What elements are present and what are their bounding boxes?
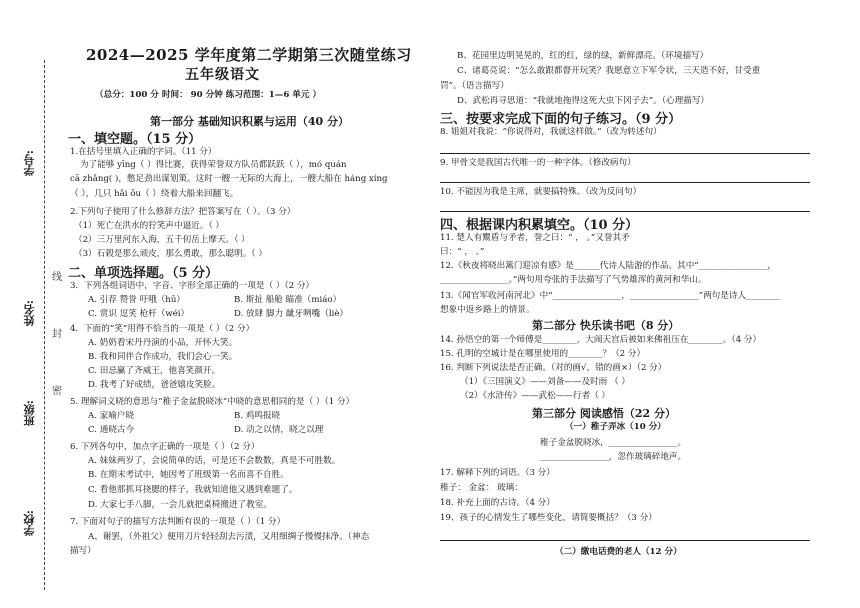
- q16-item-1[interactable]: （1）《三国演义》——刘备——及时雨 （ ）: [460, 377, 630, 387]
- section2-heading: 二、单项选择题。（5 分）: [68, 266, 219, 281]
- q7-option-a-line2: 描写）: [70, 546, 96, 556]
- exam-subtitle: 五年级语文: [185, 67, 260, 83]
- q12-line1[interactable]: 12.《秋夜将晓出篱门迎凉有感》是______代诗人陆游的作品。其中“________________，: [440, 261, 777, 271]
- binding-mark-feng: 封: [52, 329, 62, 340]
- q2-item-b[interactable]: （2）三万里河东入海，五千仞岳上摩天。（ ）: [74, 235, 250, 245]
- q19-answer-line[interactable]: [440, 540, 810, 541]
- q9-prompt: 9. 甲骨文是我国古代唯一的一种字体。（修改病句）: [440, 158, 636, 168]
- exam-meta: （总分：100 分 时间： 90 分钟 练习范围：1—6 单元 ）: [95, 90, 322, 100]
- passage1-title: （一）稚子弄冰（10 分）: [565, 422, 666, 432]
- q7-option-c-line2: 罚”。（语言描写）: [440, 81, 509, 91]
- q15-prompt[interactable]: 15. 孔明的空城计是在哪里使用的________？（2 分）: [440, 349, 646, 359]
- q13-line2: 想象中返乡路上的情景。: [440, 305, 535, 315]
- q17-prompt: 17. 解释下列的词语。（3 分）: [440, 468, 555, 478]
- section4-heading: 四、根据课内积累填空。（10 分）: [440, 218, 639, 233]
- q7-option-a-line1[interactable]: A、谢罢，（外祖父）便用刀片轻轻刮去污渍，又用细绸子慢慢抹净。（神态: [88, 532, 370, 542]
- q6-prompt: 6. 下列各句中，加点字正确的一项是（ ）（2 分）: [70, 442, 260, 452]
- q5-option-a[interactable]: A. 家喻户晓: [88, 411, 135, 421]
- q1-line3[interactable]: （ ），几只 hǎi ōu（ ）绕着大船来回翻飞。: [70, 189, 239, 199]
- binding-label-student-id: 学号:: [23, 150, 36, 177]
- q8-answer-line[interactable]: [440, 153, 810, 154]
- q7-option-c-line1[interactable]: C、诸葛亮说：“怎么敢跟都督开玩笑？我愿意立下军令状，三天造不好，甘受重: [457, 66, 761, 76]
- q5-prompt: 5. 理解词义晓的意思与“稚子金盆脱晓冰”中晓的意思相同的是（ ）（1 分）: [70, 397, 355, 407]
- q13-line1[interactable]: 13.《闻官军收河南河北》中“________________，________________”两句是诗人________: [440, 291, 781, 301]
- q1-line1[interactable]: 为了能够 yīng（ ）得比赛，获得荣誉双方队员都跃跃（ ），mó quán: [80, 160, 347, 170]
- q2-item-a[interactable]: （1）死亡在洪水的狞笑声中逼近。（ ）: [74, 221, 224, 231]
- q3-prompt: 3．下列各组词语中，字音、字形全部正确的一项是（ ）（2 分）: [70, 281, 315, 291]
- q6-option-b[interactable]: B. 在期末考试中，她因考了班级第一名而喜不自胜。: [88, 470, 289, 480]
- binding-label-school: 学校:: [23, 510, 36, 537]
- part3-title: 第三部分 阅读感悟（22 分）: [532, 407, 676, 420]
- q3-option-a[interactable]: A. 引荐 赞誉 吁哦（hū）: [88, 295, 185, 305]
- q19-prompt: 19、孩子的心情发生了哪些变化，请简要概括？（3 分）: [440, 513, 657, 523]
- binding-label-class: 班级:: [23, 400, 36, 427]
- q16-prompt: 16. 判断下列说法是否正确。（对的画√，错的画×）（2 分）: [440, 363, 667, 373]
- section3-heading: 三、按要求完成下面的句子练习。（9 分）: [440, 112, 682, 127]
- section1-heading: 一、填空题。（15 分）: [68, 132, 202, 147]
- q5-option-d[interactable]: D. 动之以情，晓之以理: [234, 425, 324, 435]
- q1-prompt: 1.在括号里填入正确的字词。（11 分）: [70, 147, 217, 157]
- q3-option-d[interactable]: D. 放肆 脚力 龇牙咧嘴（liè）: [234, 309, 349, 319]
- q3-option-b[interactable]: B. 斯扯 船舱 瞄准（miáo）: [234, 295, 342, 305]
- q11-line2[interactable]: 曰：“ ， 。”: [440, 247, 485, 257]
- q4-option-c[interactable]: C. 田忌赢了齐威王，他喜笑颜开。: [88, 366, 221, 376]
- q11-line1[interactable]: 11. 楚人有鬻盾与矛者，誉之曰：“ ， 。”又誉其矛: [440, 233, 630, 243]
- q8-prompt: 8. 姐姐对我说：“你说得对，我就这样做。”（改为转述句）: [440, 127, 662, 137]
- q16-item-2[interactable]: （2）《水浒传》——武松——行者（ ）: [460, 391, 610, 401]
- q2-item-c[interactable]: （3）石榖是那么顽皮，那么勇敢，那么聪明。（ ）: [74, 249, 267, 259]
- binding-label-name: 姓名:: [23, 300, 36, 327]
- q4-option-a[interactable]: A. 奶奶看宋丹丹演的小品，开怀大笑。: [88, 338, 238, 348]
- q5-option-c[interactable]: C. 通晓古今: [88, 425, 135, 435]
- part2-title: 第二部分 快乐读书吧（8 分）: [532, 319, 680, 332]
- q10-answer-line[interactable]: [440, 211, 810, 212]
- q5-option-b[interactable]: B. 鸡鸣报晓: [234, 411, 281, 421]
- passage2-title: （二）缴电话费的老人（12 分）: [555, 547, 682, 557]
- q7-option-b[interactable]: B、花园里边明晃晃的，红的红，绿的绿，新鲜漂亮。（环境描写）: [457, 51, 709, 61]
- q4-option-b[interactable]: B. 我和同伴合作成功，我们会心一笑。: [88, 352, 238, 362]
- q12-line2[interactable]: ________________。”两句用夸张的手法描写了气势雄浑的黄河和华山。: [440, 275, 707, 285]
- q17-words[interactable]: 稚子： 金盆： 玻璃：: [440, 483, 523, 493]
- q7-option-d[interactable]: D、武松再寻思道：“我就地拖得这死大虫下冈子去”。（心理描写）: [457, 96, 710, 106]
- q2-prompt: 2.下列句子使用了什么修辞方法？把答案写在（ ）。（3 分）: [70, 207, 296, 217]
- q7-prompt: 7. 下面对句子的描写方法判断有误的一项是（ ）（1 分）: [70, 517, 286, 527]
- exam-title: 2024—2025 学年度第二学期第三次随堂练习: [86, 46, 412, 64]
- binding-dashed-line: [44, 60, 45, 590]
- q6-option-d[interactable]: D. 大家七手八脚，一会儿就把桌椅搬进了教室。: [88, 500, 272, 510]
- q14-prompt[interactable]: 14. 孙悟空的第一个师傅是________，大闹天宫后被如来佛祖压在________。（4 分）: [440, 335, 762, 345]
- q18-prompt: 18. 补充上面的古诗。（4 分）: [440, 498, 555, 508]
- poem-line2[interactable]: ________________，忽作玻璃碎地声。: [540, 452, 687, 462]
- q9-answer-line[interactable]: [440, 182, 810, 183]
- q4-prompt: 4．下面的“笑”用得不恰当的一项是（ ）（2 分）: [70, 324, 255, 334]
- q4-option-d[interactable]: D. 我考了好成绩，爸爸嬉皮笑脸。: [88, 380, 221, 390]
- binding-mark-xian: 线: [52, 272, 62, 283]
- q6-option-c[interactable]: C. 看他那抓耳挠腮的样子，我就知道他又遇到难题了。: [88, 485, 298, 495]
- poem-line1[interactable]: 稚子金盆脱晓冰，________________。: [540, 438, 687, 448]
- q1-line2[interactable]: cā zhǎng( )，憋足劲出谋划策。这时一艘一无际的大海上，一艘大船在 háng xíng: [70, 174, 388, 184]
- q6-option-a[interactable]: A. 妹妹两岁了，会说简单的话，可是还不会数数，真是不可胜数。: [88, 456, 341, 466]
- q10-prompt: 10. 不能因为我是主席，就要搞特殊。（改为反问句）: [440, 187, 642, 197]
- binding-mark-mi: 密: [52, 386, 62, 397]
- q3-option-c[interactable]: C. 赏识 逗笑 枪杆（wéi）: [88, 309, 190, 319]
- part1-title: 第一部分 基础知识积累与运用（40 分）: [150, 115, 349, 128]
